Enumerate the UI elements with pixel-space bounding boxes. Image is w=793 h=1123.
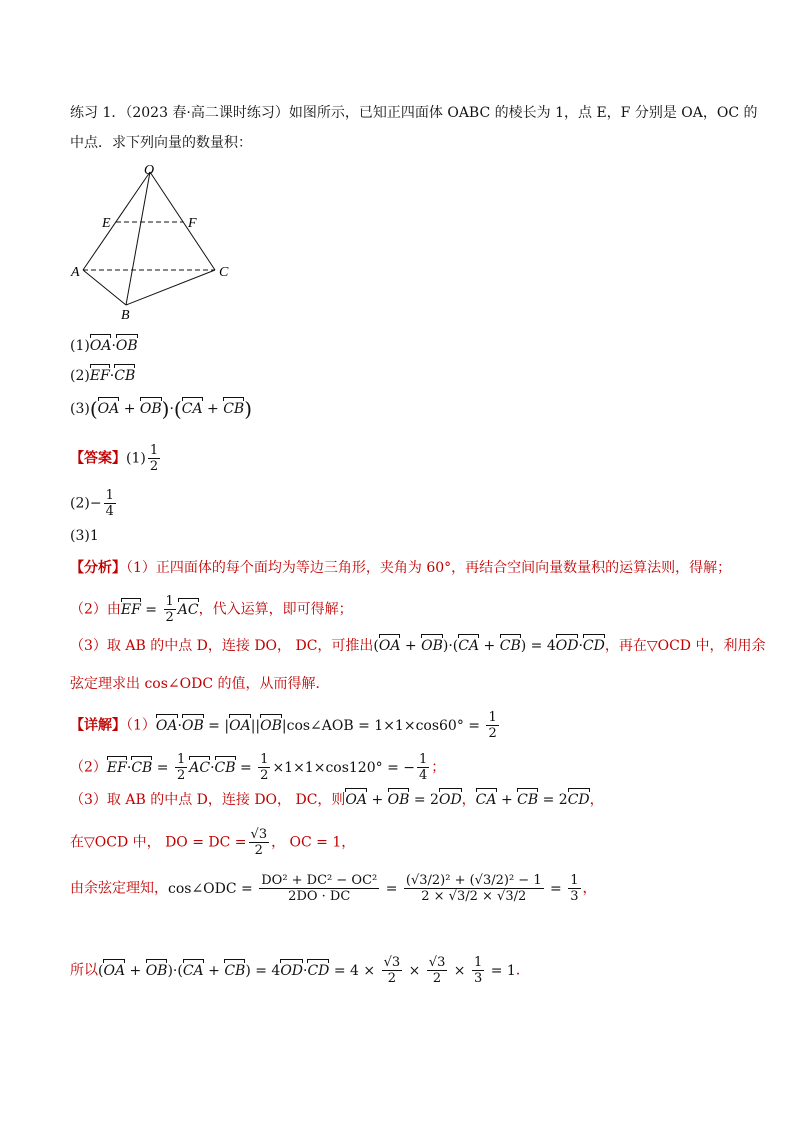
label-F: F [188, 216, 197, 231]
detail-line-6: 所以(OA + OB)·(CA + CB) = 4OD·CD = 4 × $\frac{√3}{2}$ × $\frac{√3}{2}$ × $\frac{1}{3}$ = 1． [70, 955, 530, 986]
detail-line-2: （2）EF·CB = $\frac{1}{2}$ AC·CB = $\frac{1}{2}$ ×1×1×cos120° = − $\frac{1}{4}$ ； [70, 752, 446, 783]
answer-3: (3)1 [70, 528, 99, 544]
detail-tag: 【详解】 [70, 717, 126, 734]
label-C: C [219, 265, 229, 280]
label-O: O [144, 163, 155, 178]
edge-OB [126, 172, 150, 305]
question-3: (3)(OA + OB)·(CA + CB) [70, 397, 253, 421]
answer-1: 【答案】(1) $\frac{1}{2}$ [70, 443, 159, 474]
label-E: E [102, 216, 111, 231]
detail-line-4: 在▽OCD 中， DO = DC = $\frac{√3}{2}$ ， OC = 1， [70, 827, 356, 858]
question-1: (1)OA·OB [70, 338, 138, 354]
problem-line-2: 中点．求下列向量的数量积： [70, 135, 252, 151]
question-2: (2)EF·CB [70, 368, 136, 384]
answer-tag: 【答案】 [70, 450, 126, 467]
problem-line-1: 练习 1．（2023 春·高二课时练习）如图所示，已知正四面体 OABC 的棱长为 1，点 E，F 分别是 OA，OC 的 [70, 105, 758, 121]
analysis-tag: 【分析】 [70, 560, 126, 576]
analysis-line-4: 弦定理求出 cos∠ODC 的值，从而得解． [70, 676, 330, 692]
edge-OA [83, 172, 150, 270]
edge-AB [83, 270, 126, 305]
edge-OC [150, 172, 215, 270]
detail-line-3: （3）取 AB 的中点 D，连接 DO， DC，则OA + OB = 2OD，CA + CB = 2CD， [70, 792, 604, 808]
label-B: B [121, 308, 130, 323]
tetrahedron-figure [68, 160, 238, 325]
edge-BC [126, 270, 215, 305]
analysis-line-1: 【分析】（1）正四面体的每个面均为等边三角形，夹角为 60°，再结合空间向量数量积的运算法则，得解； [70, 560, 732, 576]
label-A: A [71, 265, 80, 280]
answer-2: (2)− $\frac{1}{4}$ [70, 488, 114, 519]
analysis-line-3: （3）取 AB 的中点 D，连接 DO， DC，可推出(OA + OB)·(CA + CB) = 4OD·CD，再在▽OCD 中，利用余 [70, 638, 766, 654]
detail-line-5: 由余弦定理知，cos∠ODC = $\frac{\text{DO² + DC² − OC²}}{2DO \cdot DC}$ = $\frac{\text{(√3/2)² + (√3/2)² − 1}}{2 \times √3/2 \times √3/2}$ = $\frac{1}{3}$ ， [70, 873, 597, 904]
detail-line-1: 【详解】（1）OA·OB = |OA||OB|cos∠AOB = 1×1×cos60° = $\frac{1}{2}$ [70, 710, 497, 741]
analysis-line-2: （2）由EF = $\frac{1}{2}$ AC，代入运算，即可得解； [70, 594, 353, 625]
